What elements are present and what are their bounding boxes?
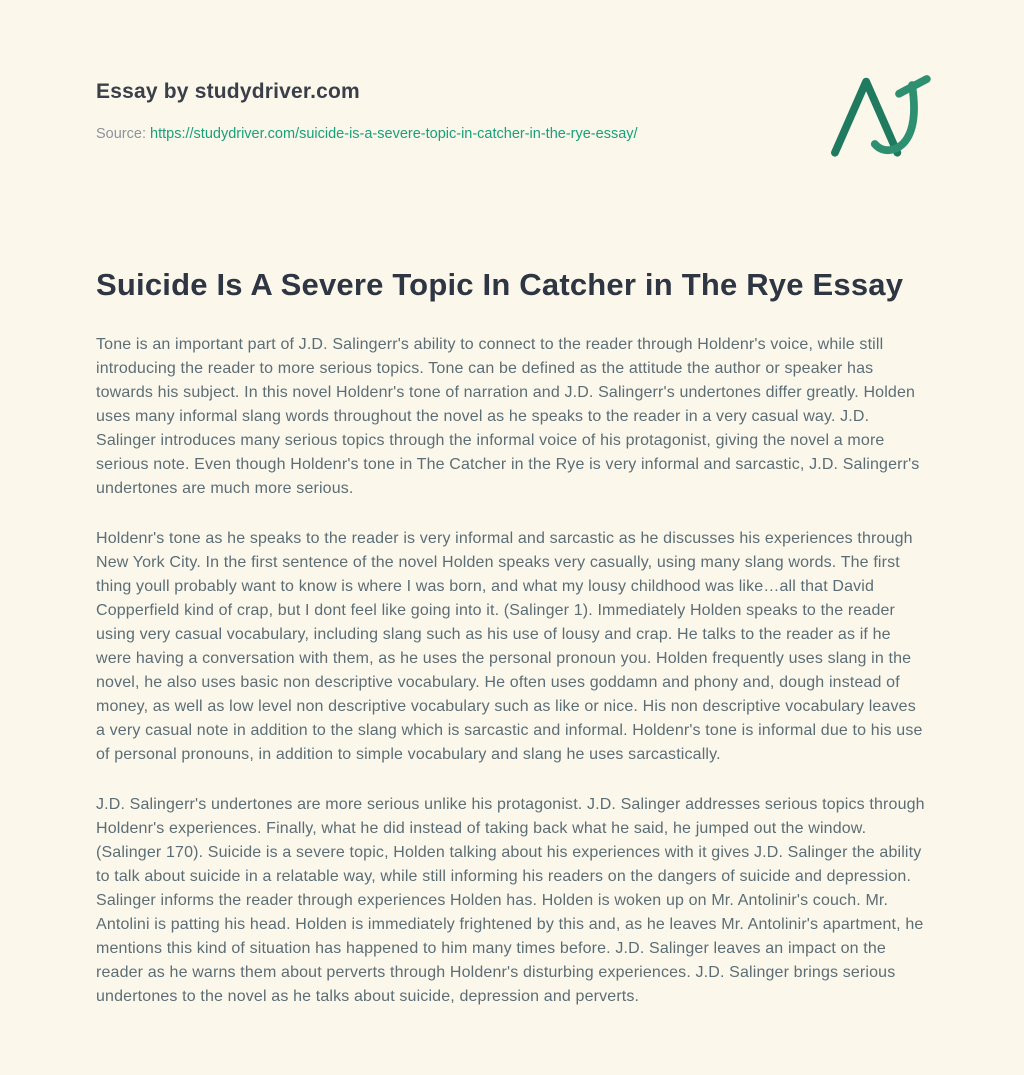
source-url-link[interactable]: https://studydriver.com/suicide-is-a-severe-topic-in-catcher-in-the-rye-essay/ [150, 126, 638, 142]
essay-paragraph-3: J.D. Salingerr's undertones are more serious unlike his protagonist. J.D. Salinger addresses serious topics through Holdenr's experiences. Finally, what he did instead of taking back what he said, he jumped out the window. (Salinger 170). Suicide is a severe topic, Holden talking about his experiences with it gives J.D. Salinger the ability to talk about suicide in a relatable way, while still informing his readers on the dangers of suicide and depression. Salinger informs the reader through experiences Holden has. Holden is woken up on Mr. Antolinir's couch. Mr. Antolini is patting his head. Holden is immediately frightened by this and, as he leaves Mr. Antolinir's apartment, he mentions this kind of situation has happened to him many times before. J.D. Salinger leaves an impact on the reader as he warns them about perverts through Holdenr's disturbing experiences. J.D. Salinger brings serious undertones to the novel as he talks about suicide, depression and perverts. [96, 795, 925, 1005]
page-header [96, 72, 928, 164]
essay-paragraph-1: Tone is an important part of J.D. Salingerr's ability to connect to the reader through Holdenr's voice, while still introducing the reader to more serious topics. Tone can be defined as the attitude the author or speaker has towards his subject. In this novel Holdenr's tone of narration and J.D. Salingerr's undertones differ greatly. Holden uses many informal slang words throughout the novel as he speaks to the reader in a very casual way. J.D. Salinger introduces many serious topics through the informal voice of his protagonist, giving the novel a more serious note. Even though Holdenr's tone in The Catcher in the Rye is very informal and sarcastic, J.D. Salingerr's undertones are much more serious. [96, 335, 920, 497]
source-line [96, 126, 638, 142]
header-text-block [96, 72, 638, 142]
essay-paragraph-2: Holdenr's tone as he speaks to the reader is very informal and sarcastic as he discusses his experiences through New York City. In the first sentence of the novel Holden speaks very casually, using many slang words. The first thing youll probably want to know is where I was born, and what my lousy childhood was like…all that David Copperfield kind of crap, but I dont feel like going into it. (Salinger 1). Immediately Holden speaks to the reader using very casual vocabulary, including slang such as his use of lousy and crap. He talks to the reader as if he were having a conversation with them, as he uses the personal pronoun you. Holden frequently uses slang in the novel, he also uses basic non descriptive vocabulary. He often uses goddamn and phony and, dough instead of money, as well as low level non descriptive vocabulary such as like or nice. His non descriptive vocabulary leaves a very casual note in addition to the slang which is sarcastic and informal. Holdenr's tone is informal due to his use of personal pronouns, in addition to simple vocabulary and slang he uses sarcastically. [96, 529, 923, 763]
essay-title: Suicide Is A Severe Topic In Catcher in The Rye Essay [96, 267, 904, 302]
studydriver-logo-icon [828, 72, 932, 164]
source-label: Source: [96, 126, 146, 142]
essay-body [96, 333, 928, 1009]
essay-byline: Essay by studydriver.com [96, 80, 360, 103]
